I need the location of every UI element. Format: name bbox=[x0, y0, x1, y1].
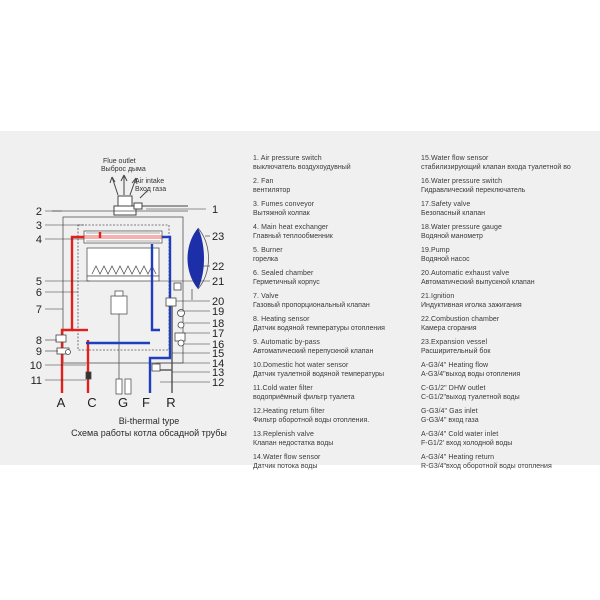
callout-20: 20 bbox=[212, 296, 225, 308]
legend-item bbox=[253, 384, 385, 402]
legend-ru: Камера сгорания bbox=[421, 325, 477, 332]
legend-ru: вентилятор bbox=[253, 187, 291, 194]
caption-en: Bi-thermal type bbox=[118, 416, 180, 426]
callout-5: 5 bbox=[35, 276, 42, 288]
flue-outlet-label: Flue outlet bbox=[103, 158, 136, 165]
bottom-connectors bbox=[116, 379, 131, 394]
air-intake-ru-label: Вход газа bbox=[135, 186, 167, 193]
legend-en: 2. Fan bbox=[253, 178, 274, 185]
callout-11: 11 bbox=[30, 375, 42, 387]
legend-item bbox=[253, 177, 385, 195]
legend-en: 21.Ignition bbox=[421, 293, 455, 300]
legend-en: 7. Valve bbox=[253, 293, 279, 300]
callout-17: 17 bbox=[212, 328, 225, 340]
conn-a-label: A bbox=[56, 395, 66, 410]
legend-en: G-G3/4" Gas inlet bbox=[421, 408, 478, 415]
legend-item bbox=[253, 315, 385, 333]
legend-column-2 bbox=[421, 154, 571, 476]
conn-c-label: C bbox=[87, 395, 97, 410]
legend-en: 20.Automatic exhaust valve bbox=[421, 270, 510, 277]
legend-en: 5. Burner bbox=[253, 247, 283, 254]
conn-f-label: F bbox=[142, 395, 150, 410]
legend-item bbox=[421, 384, 571, 402]
legend-item bbox=[421, 338, 571, 356]
legend-item bbox=[421, 269, 571, 287]
legend-item bbox=[253, 430, 385, 448]
legend-en: 10.Domestic hot water sensor bbox=[253, 362, 349, 369]
flue-outlet-ru-label: Выброс дыма bbox=[101, 166, 146, 173]
legend-en: C-G1/2" DHW outlet bbox=[421, 385, 486, 392]
legend-ru: Безопасный клапан bbox=[421, 210, 485, 217]
gas-valve bbox=[111, 291, 127, 392]
callout-2: 2 bbox=[35, 206, 42, 218]
air-intake-label: Air intake bbox=[135, 178, 165, 185]
callout-1: 1 bbox=[212, 204, 219, 216]
legend-en: 17.Safety valve bbox=[421, 201, 471, 208]
legend-ru: G-G3/4" вход газа bbox=[421, 417, 479, 424]
legend-ru: Гидравлический переключатель bbox=[421, 187, 526, 194]
legend-en: 8. Heating sensor bbox=[253, 316, 310, 323]
legend-ru: Автоматический перепускной клапан bbox=[253, 348, 374, 355]
callout-22: 22 bbox=[212, 261, 225, 273]
legend-en: 15.Water flow sensor bbox=[421, 155, 489, 162]
conn-r-label: R bbox=[166, 395, 176, 410]
legend-en: 16.Water pressure switch bbox=[421, 178, 503, 185]
legend-item bbox=[421, 223, 571, 241]
legend-en: A-G3/4" Heating flow bbox=[421, 362, 489, 369]
legend-ru: R-G3/4"вход оборотной воды отопления bbox=[421, 463, 552, 470]
legend-en: 23.Expansion vessel bbox=[421, 339, 488, 346]
legend-ru: Клапан недостатка воды bbox=[253, 440, 334, 447]
legend-en: 9. Automatic by-pass bbox=[253, 339, 320, 346]
legend-ru: Водяной насос bbox=[421, 256, 470, 263]
legend-ru: горелка bbox=[253, 256, 279, 263]
legend-item bbox=[421, 453, 571, 471]
legend-item bbox=[253, 154, 385, 172]
legend-ru: Расширительный бок bbox=[421, 348, 491, 355]
legend-item bbox=[421, 154, 571, 172]
callout-7: 7 bbox=[35, 304, 42, 316]
callout-9: 9 bbox=[35, 346, 42, 358]
legend-ru: Герметичный корпус bbox=[253, 279, 320, 286]
legend-item bbox=[421, 200, 571, 218]
legend-ru: C-G1/2"выход туалетной воды bbox=[421, 394, 520, 401]
callout-21: 21 bbox=[212, 276, 225, 288]
legend-item bbox=[253, 453, 385, 471]
legend-item bbox=[253, 223, 385, 241]
legend-item bbox=[253, 200, 385, 218]
legend-ru: Датчик водяной температуры отопления bbox=[253, 325, 385, 332]
legend-item bbox=[421, 430, 571, 448]
legend-en: 13.Replenish valve bbox=[253, 431, 314, 438]
callout-3: 3 bbox=[35, 220, 42, 232]
legend-en: 6. Sealed chamber bbox=[253, 270, 314, 277]
legend-ru: водоприёмный фильтр туалета bbox=[253, 394, 355, 401]
legend-en: 1. Air pressure switch bbox=[253, 155, 322, 162]
legend-en: 18.Water pressure gauge bbox=[421, 224, 503, 231]
legend-ru: Датчик туалетной водяной температуры bbox=[253, 371, 385, 378]
callout-19: 19 bbox=[212, 306, 225, 318]
legend-item bbox=[421, 246, 571, 264]
legend-ru: Вытяжной колпак bbox=[253, 210, 310, 217]
expansion-vessel bbox=[188, 228, 209, 300]
heat-exchanger bbox=[84, 231, 162, 243]
legend-en: 22.Combustion chamber bbox=[421, 316, 500, 323]
legend-item bbox=[253, 246, 385, 264]
legend-item bbox=[253, 407, 385, 425]
legend-ru: Газовый пропорциональный клапан bbox=[253, 302, 370, 309]
legend-item bbox=[253, 269, 385, 287]
callout-10: 10 bbox=[29, 360, 42, 372]
callout-8: 8 bbox=[35, 335, 42, 347]
legend-ru: Фильтр оборотной воды отопления. bbox=[253, 417, 370, 424]
fan-assembly bbox=[114, 196, 188, 215]
legend-en: 11.Cold water filter bbox=[253, 385, 313, 392]
legend-item bbox=[421, 292, 571, 310]
legend-ru: выключатель воздухоудувный bbox=[253, 164, 351, 171]
legend-item bbox=[421, 361, 571, 379]
legend-item bbox=[253, 361, 385, 379]
legend-ru: Датчик потока воды bbox=[253, 463, 318, 470]
legend-item bbox=[421, 177, 571, 195]
caption-ru: Схема работы котла обсадной трубы bbox=[71, 428, 227, 438]
legend-en: 19.Pump bbox=[421, 247, 450, 254]
legend-ru: F-G1/2' вход холодной воды bbox=[421, 440, 513, 447]
callout-6: 6 bbox=[35, 287, 42, 299]
legend-column-1 bbox=[253, 154, 385, 476]
legend-item bbox=[421, 407, 571, 425]
legend-ru: Главный теплообменник bbox=[253, 233, 333, 240]
legend-en: A-G3/4" Cold water inlet bbox=[421, 431, 499, 438]
legend-en: 3. Fumes conveyor bbox=[253, 201, 315, 208]
legend-en: 12.Heating return filter bbox=[253, 408, 325, 415]
callout-12: 12 bbox=[212, 377, 225, 389]
legend-ru: A-G3/4"выход воды отопления bbox=[421, 371, 521, 378]
callout-15: 15 bbox=[212, 348, 225, 360]
legend-en: 4. Main heat exchanger bbox=[253, 224, 329, 231]
legend-ru: Водяной манометр bbox=[421, 233, 483, 240]
legend-ru: Индуктивная иголка зажигания bbox=[421, 302, 522, 309]
callout-14: 14 bbox=[212, 358, 225, 370]
legend-item bbox=[253, 292, 385, 310]
legend-en: 14.Water flow sensor bbox=[253, 454, 321, 461]
combustion-chamber bbox=[87, 248, 159, 281]
callout-23: 23 bbox=[212, 231, 225, 243]
conn-g-label: G bbox=[117, 395, 129, 410]
callout-16: 16 bbox=[212, 339, 225, 351]
callout-13: 13 bbox=[212, 367, 225, 379]
legend-item bbox=[253, 338, 385, 356]
legend-en: A-G3/4" Heating return bbox=[421, 454, 495, 461]
callout-4: 4 bbox=[35, 234, 42, 246]
legend-ru: Автоматический выпускной клапан bbox=[421, 279, 535, 286]
legend-ru: стабилизирующий клапан входа туалетной во bbox=[421, 164, 571, 171]
legend-item bbox=[421, 315, 571, 333]
callout-18: 18 bbox=[212, 318, 225, 330]
